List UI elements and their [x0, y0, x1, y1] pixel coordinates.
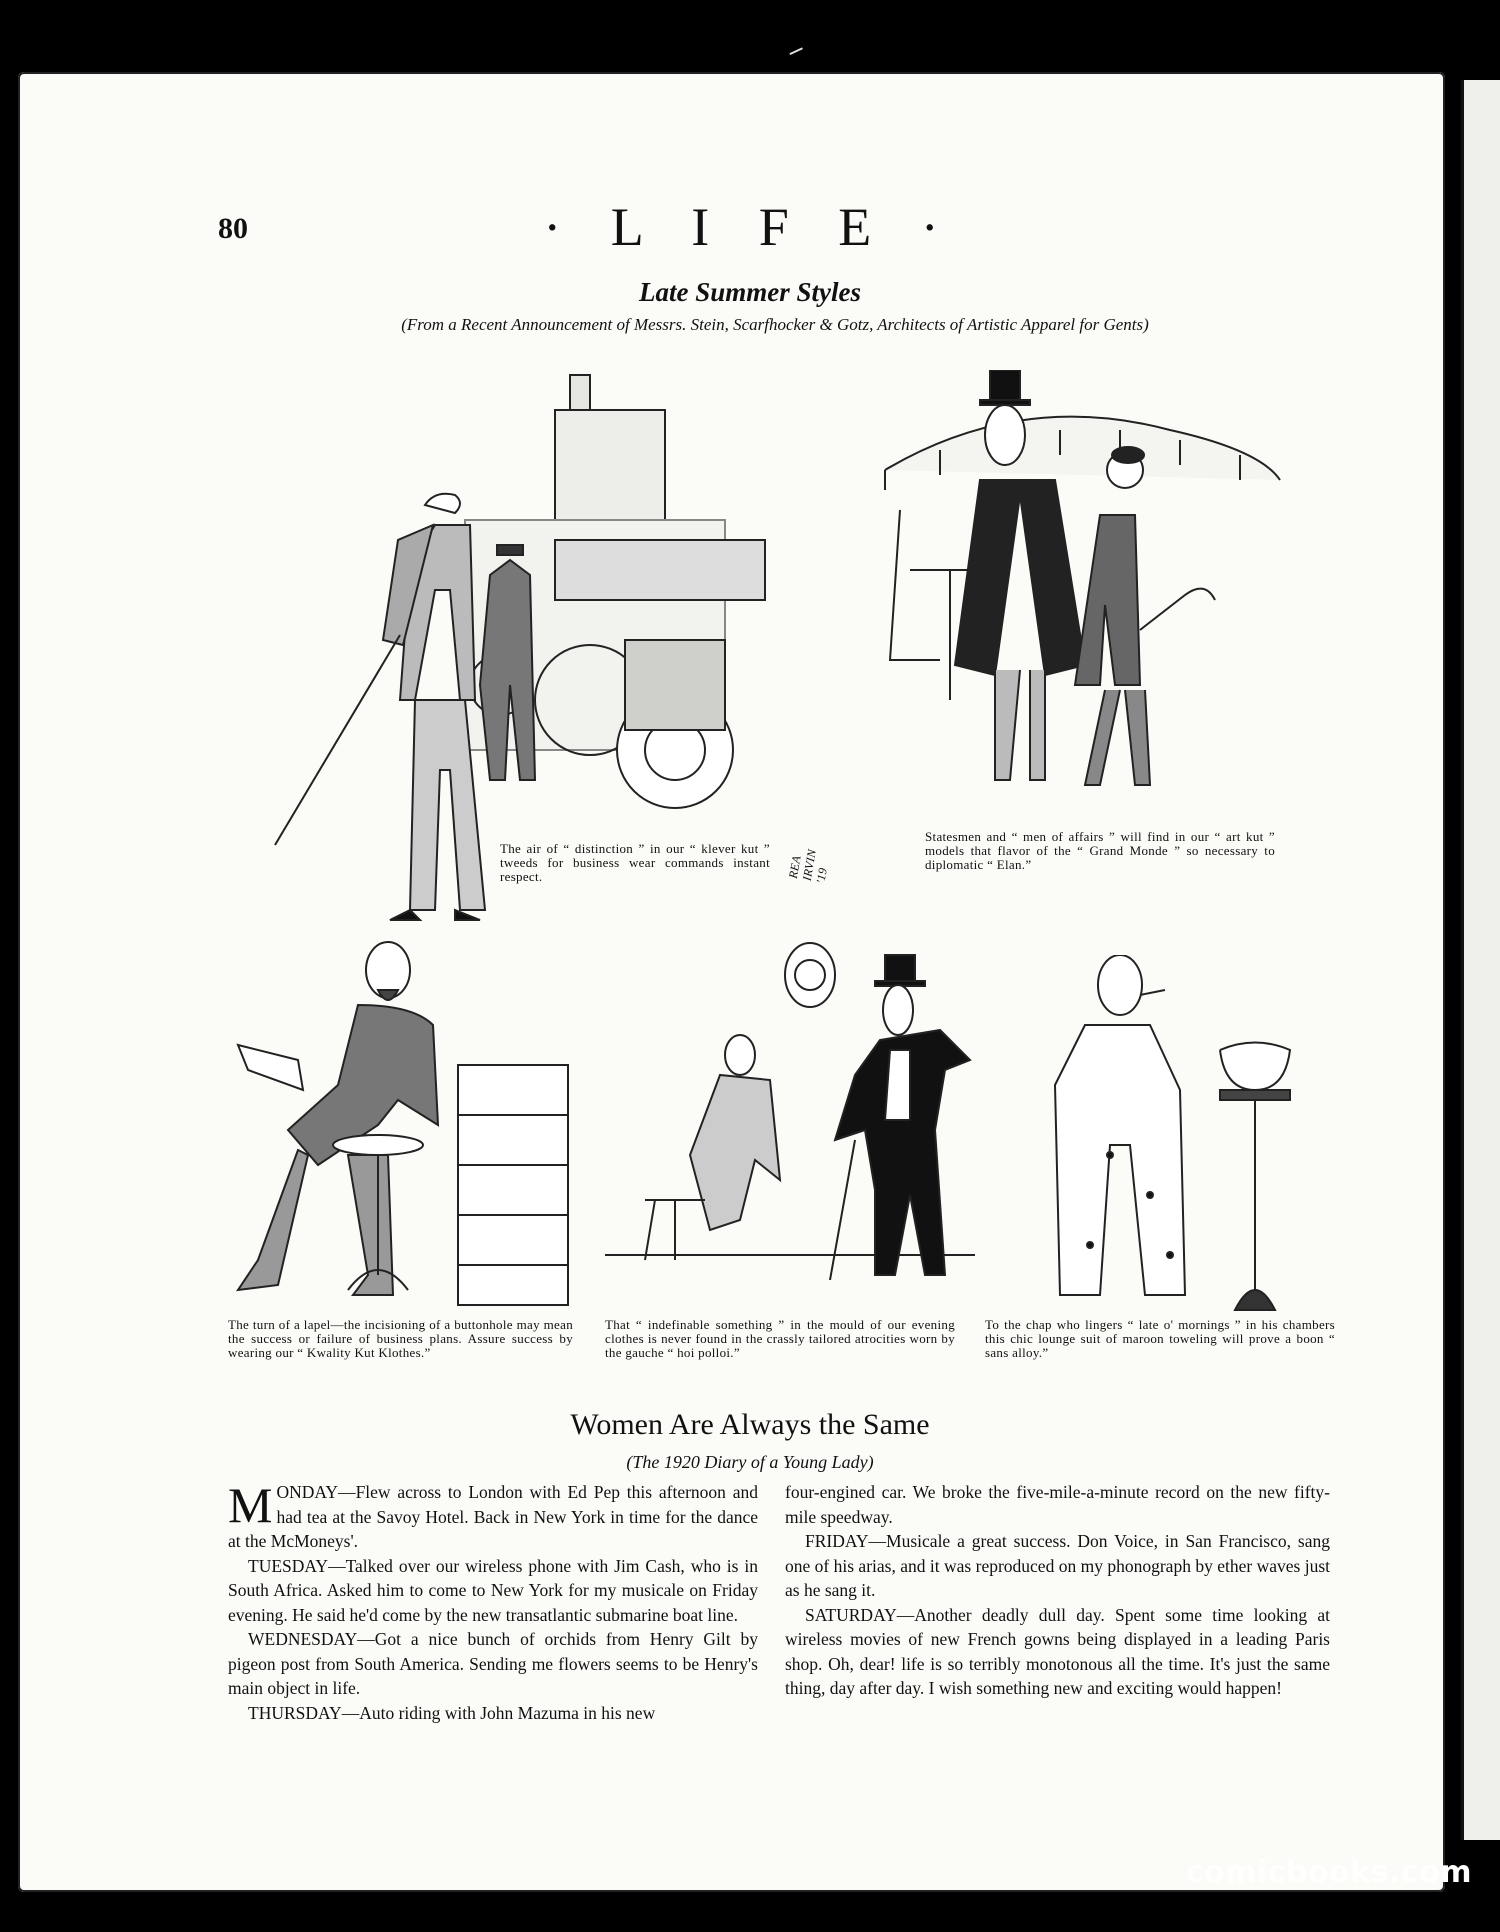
diary-text-thursday-cont: four-engined car. We broke the five-mile-a-minute record on the new fifty-mile speedway.	[785, 1482, 1330, 1527]
caption-statesman: Statesmen and “ men of affairs ” will find in our “ art kut ” models that flavor of the “ Grand Monde ” so necessary to diplomatic “ Elan.”	[925, 829, 1275, 872]
watermark: comicbooks.com	[1185, 1855, 1472, 1890]
diary-text-monday: —Flew across to London with Ed Pep this afternoon and had tea at the Savoy Hotel. Back in New York in time for the dance at the McMoneys'.	[228, 1482, 758, 1551]
caption-lounge-suit: To the chap who lingers “ late o' mornings ” in his chambers this chic lounge suit of maroon toweling will prove a boon “ sans alloy.”	[985, 1317, 1335, 1360]
day-label-tuesday: TUESDAY	[248, 1555, 329, 1576]
diary-entry-monday	[228, 1477, 758, 1554]
diary-entry-thursday	[228, 1701, 758, 1726]
diary-entry-thursday-cont	[785, 1480, 1330, 1529]
diary-text-thursday: —Auto riding with John Mazuma in his new	[341, 1702, 656, 1723]
dropcap-m: M	[228, 1477, 273, 1533]
day-label-friday: FRIDAY	[805, 1531, 869, 1551]
diary-text-friday: —Musicale a great success. Don Voice, in San Francisco, sang one of his arias, and it was reproduced on my phonograph by ether waves just as he sang it.	[785, 1531, 1330, 1600]
diary-left-column	[228, 1477, 758, 1725]
article-title-late-summer-styles: Late Summer Styles	[639, 277, 861, 307]
diary-text-saturday: —Another deadly dull day. Spent some time looking at wireless movies of new French gowns being displayed in a leading Paris shop. Oh, dear! life is so terribly monotonous all the time. It's just the same thing, day after day. I wish something new and exciting would happen!	[785, 1604, 1330, 1698]
diary-entry-wednesday	[228, 1627, 758, 1701]
caption-businessman: The turn of a lapel—the incisioning of a buttonhole may mean the success or failure of business plans. Assure success by wearing our “ Kwality Kut Klothes.”	[228, 1317, 573, 1360]
illustration-businessman	[228, 930, 598, 1320]
scan-mark	[789, 47, 804, 58]
illustration-evening-clothes	[605, 935, 975, 1335]
masthead: · L I F E ·	[543, 197, 957, 257]
day-label-thursday: THURSDAY	[248, 1702, 342, 1723]
article-subtitle-women: (The 1920 Diary of a Young Lady)	[626, 1452, 874, 1472]
illustration-statesman	[880, 370, 1290, 790]
caption-tweed: The air of “ distinction ” in our “ klever kut ” tweeds for business wear commands instant respect.	[500, 841, 770, 884]
caption-evening-clothes: That “ indefinable something ” in the mould of our evening clothes is never found in the crassly tailored atrocities worn by the gauche “ hoi polloi.”	[605, 1317, 955, 1360]
day-label-monday: ONDAY	[276, 1482, 339, 1502]
diary-right-column	[785, 1480, 1330, 1701]
day-label-saturday: SATURDAY	[805, 1604, 897, 1625]
article-subtitle-late-summer-styles: (From a Recent Announcement of Messrs. Stein, Scarfhocker & Gotz, Architects of Artistic Apparel for Gents)	[401, 315, 1149, 334]
day-label-wednesday: WEDNESDAY	[248, 1629, 358, 1649]
diary-entry-tuesday	[228, 1554, 758, 1628]
article-title-women: Women Are Always the Same	[570, 1408, 930, 1441]
illustration-lounge-suit	[1030, 955, 1310, 1335]
illustrator-signature: REA IRVIN '19	[785, 848, 830, 885]
page-number: 80	[218, 212, 248, 245]
diary-entry-friday	[785, 1529, 1330, 1603]
diary-text-wednesday: —Got a nice bunch of orchids from Henry Gilt by pigeon post from South America. Sending me flowers seems to be Henry's main object in life.	[228, 1629, 758, 1698]
diary-entry-saturday	[785, 1603, 1330, 1701]
diary-text-tuesday: —Talked over our wireless phone with Jim Cash, who is in South Africa. Asked him to come to New York for my musicale on Friday evening. He said he'd come by the new transatlantic submarine boat line.	[228, 1555, 758, 1625]
adjacent-page-edge	[1461, 80, 1500, 1840]
